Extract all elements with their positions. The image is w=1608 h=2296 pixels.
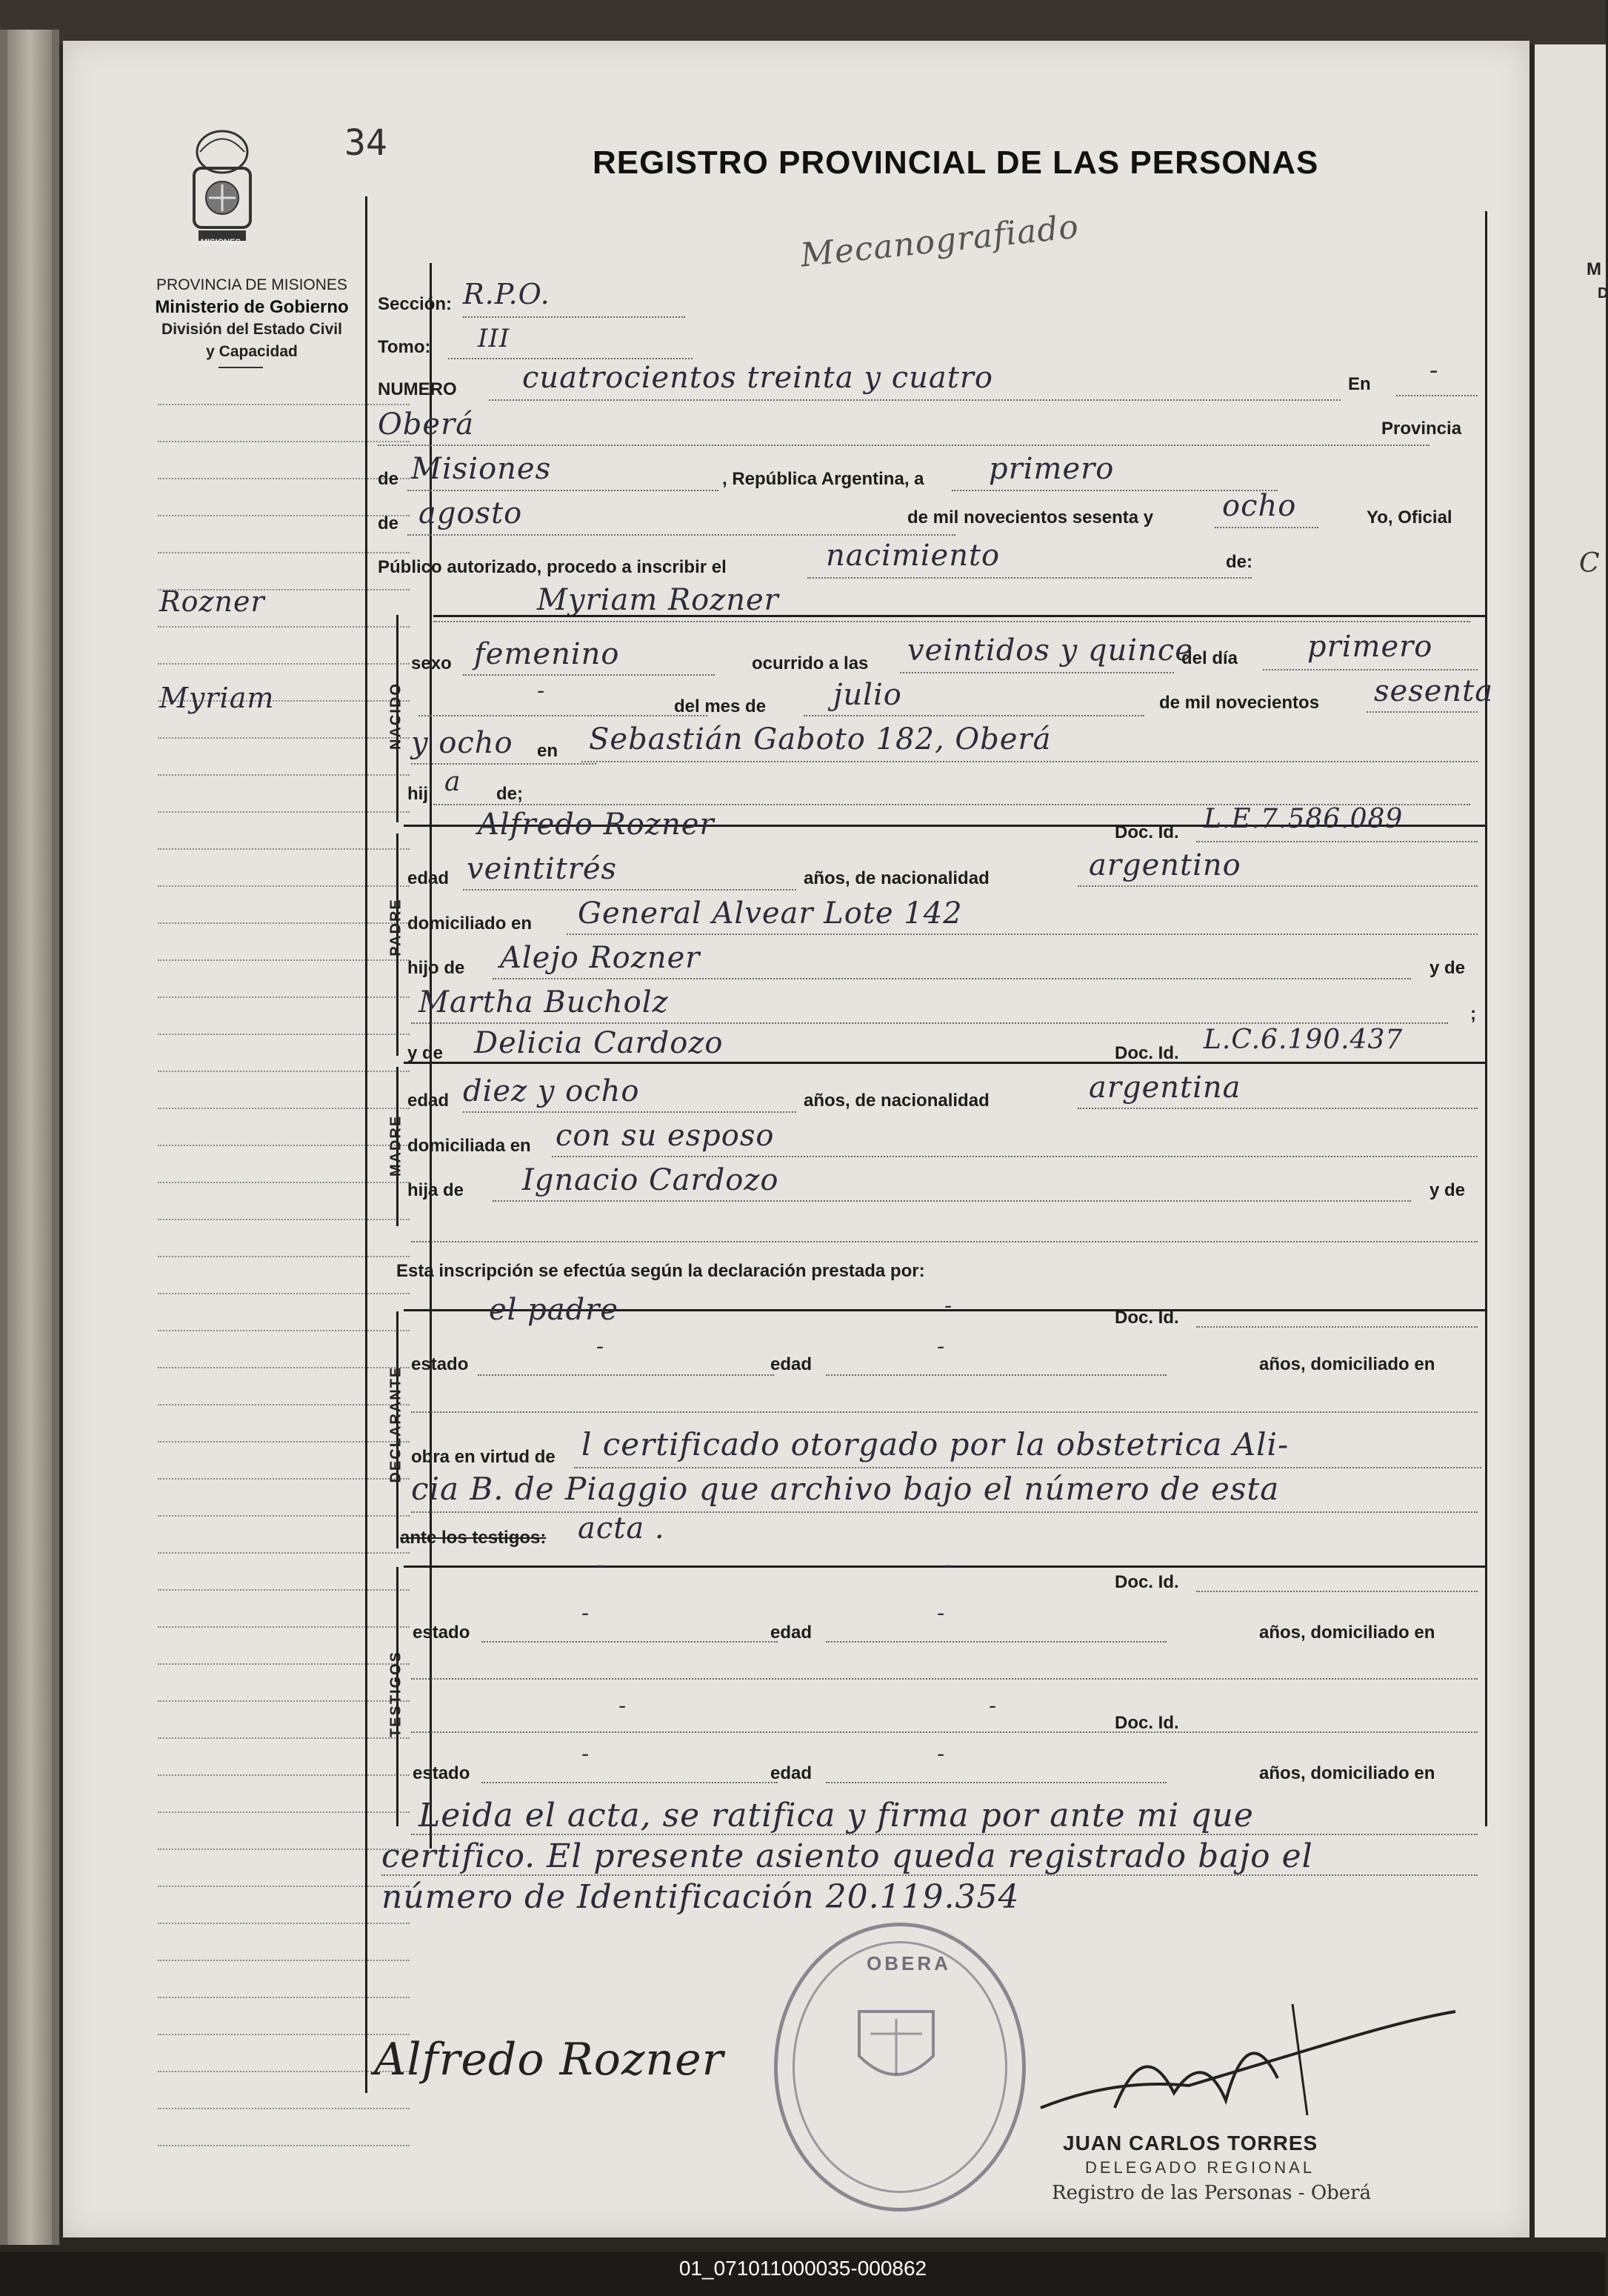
obra-line2: cia B. de Piaggio que archivo bajo el número de esta [411,1471,1280,1507]
dash-10: - [989,1693,998,1719]
padre-nac-label: años, de nacionalidad [804,868,990,888]
madre-hija-de-label: hija de [407,1180,464,1200]
oficial-cargo: DELEGADO REGIONAL [1085,2158,1315,2177]
frame-left-line [365,196,367,2093]
madre-hija-de-line [493,1200,1411,1202]
madre-hija-de-value: Ignacio Cardozo [522,1163,779,1197]
obra-line2-rule [411,1511,1478,1513]
padre-hijo-de-label: hijo de [407,958,465,978]
tomo-label: Tomo: [378,337,431,357]
side-nacido: NACIDO [387,682,404,750]
dash-9: - [618,1693,627,1719]
margin-given-name: Myriam [159,682,275,714]
province-label: PROVINCIA DE MISIONES [156,276,347,293]
madre-edad-label: edad [407,1091,450,1111]
padre-edad-value: veintitrés [467,852,618,886]
padre-y-de-label: y de [1429,958,1466,978]
tomo-line [448,358,693,359]
image-caption: 01_071011000035-000862 [678,2257,927,2280]
cierre-line2-rule [381,1874,1478,1876]
nombre-line [433,621,1470,622]
provincia-value: Misiones [411,452,552,486]
obra-line1-rule [574,1467,1481,1468]
lugar-line [581,761,1478,762]
madre-top-rule [404,1062,1485,1064]
madre-nac-label: años, de nacionalidad [804,1091,990,1111]
declarante-edad-label: edad [770,1354,813,1374]
dash-1: - [537,678,546,704]
de2-label: de [378,513,399,533]
de-label: de [378,469,399,489]
seal-shield-icon [848,2004,944,2097]
testigo-sep-line [411,1678,1478,1680]
en-value: - [1429,356,1439,385]
oficial-nombre: JUAN CARLOS TORRES [1063,2132,1318,2154]
padre-doc-line [1196,841,1478,842]
sexo-value: femenino [474,637,620,671]
madre-end-line [411,1241,1478,1242]
en2-label: en [537,741,558,761]
del-mes-label: del mes de [674,696,767,716]
cierre-line1: Leida el acta, se ratifica y firma por ante mi que [418,1797,1254,1834]
testigo2-estado-label: estado [413,1763,470,1783]
provincia-line [407,490,718,491]
mes-value: agosto [418,496,523,530]
dash-3: - [596,1334,605,1360]
madre-dom-label: domiciliada en [407,1136,531,1156]
ministry-label: Ministerio de Gobierno [155,297,349,317]
de-semi-label: de; [496,784,523,804]
side-padre: PADRE [387,898,404,956]
anio-line [1215,527,1318,528]
testigo2-estado-line [481,1782,778,1783]
side-declarante: DECLARANTE [387,1365,404,1483]
dash-11: - [581,1741,590,1767]
anio-nac2-line [411,763,596,765]
padre-nac-value: argentino [1089,848,1241,882]
sexo-label: sexo [411,653,452,673]
seccion-label: Sección: [378,294,453,314]
madre-y-de-label: y de [407,1043,444,1063]
obra-line1: l certificado otorgado por la obstetrica Ali- [581,1426,1290,1463]
cierre-line3: número de Identificación 20.119.354 [381,1878,1020,1916]
padre-doc-label: Doc. Id. [1115,822,1179,842]
hora-line [900,672,1174,673]
obra-line3: acta . [578,1511,665,1545]
testigo2-edad-line [826,1782,1167,1783]
anio-nac-line [1367,711,1478,713]
page-title: REGISTRO PROVINCIAL DE LAS PERSONAS [593,144,1319,181]
padre-value: Alfredo Rozner [478,808,715,842]
side-testigos: TESTIGOS [387,1650,404,1738]
declarante-value: el padre [489,1293,619,1327]
madre-nac-line [1078,1108,1478,1109]
padre-hijo-de-value: Alejo Rozner [500,941,701,975]
padre-edad-line [463,889,796,891]
numero-label: NUMERO [378,379,457,399]
declarante-estado-line [478,1374,774,1376]
del-dia-label: del día [1181,648,1238,668]
declarante-dom-label: años, domiciliado en [1259,1354,1435,1374]
semicolon: ; [1470,1004,1476,1024]
dia-nac-line [1263,669,1478,671]
division-label: División del Estado Civil [161,321,342,338]
publico-label: Público autorizado, procedo a inscribir el [378,557,727,577]
madre-value: Delicia Cardozo [474,1026,724,1060]
de-mil-label: de mil novecientos sesenta y [907,508,1154,528]
de-colon-label: de: [1226,552,1252,572]
typed-stamp: Mecanografiado [798,207,1081,275]
capacity-label: y Capacidad [206,343,298,360]
mes-nac-line [804,715,1144,716]
testigo1-estado-label: estado [413,1623,470,1643]
padre-edad-label: edad [407,868,450,888]
mes-nac-value: julio [833,678,902,712]
seccion-value: R.P.O. [463,278,550,310]
testigo2-doc-label: Doc. Id. [1115,1713,1179,1733]
testigo1-doc-label: Doc. Id. [1115,1572,1179,1592]
en-line [1396,395,1478,396]
testigo1-edad-line [826,1641,1167,1643]
numero-value: cuatrocientos treinta y cuatro [522,361,993,395]
dia-value: primero [989,452,1115,486]
provincia-label: Provincia [1381,419,1462,439]
yo-oficial-label: Yo, Oficial [1367,508,1452,528]
en-label: En [1348,374,1371,394]
oficial-signature-icon [1026,1989,1470,2141]
testigo2-edad-label: edad [770,1763,813,1783]
declarante-doc-line [1196,1326,1478,1328]
cierre-line2: certifico. El presente asiento queda registrado bajo el [381,1837,1313,1875]
seal-text: OBERA [867,1952,951,1974]
madre-nac-value: argentina [1089,1071,1241,1105]
nombre-value: Myriam Rozner [537,583,779,617]
inscripcion-label: Esta inscripción se efectúa según la declaración prestada por: [396,1261,925,1281]
testigo1-dom-label: años, domiciliado en [1259,1623,1435,1643]
madre-y-de-label-2: y de [1429,1180,1466,1200]
republica-label: , República Argentina, a [722,469,924,489]
testigo1-edad-label: edad [770,1623,813,1643]
madre-edad-line [463,1111,796,1113]
dash-12: - [937,1741,946,1767]
hij-label: hij [407,784,428,804]
padre-madre-value: Martha Bucholz [418,985,669,1019]
ocurrido-label: ocurrido a las [752,653,869,673]
madre-dom-value: con su esposo [556,1119,775,1153]
pre-mes-line [418,715,707,716]
de-mil-nov-label: de mil novecientos [1159,693,1320,713]
padre-madre-line [411,1022,1448,1024]
sexo-line [463,674,715,676]
padre-dom-line [567,934,1478,935]
cierre-line1-rule [411,1834,1478,1835]
testigo2-doc-line [411,1731,1478,1733]
header-underline [218,367,263,368]
page-number: 34 [344,122,387,164]
obra-label: obra en virtud de [411,1447,556,1467]
ante-testigos-label: ante los testigos: [400,1528,547,1548]
padre-nac-line [1078,885,1478,887]
declarante-doc-label: Doc. Id. [1115,1308,1179,1328]
nacido-top-rule [433,615,1485,617]
madre-dom-line [552,1156,1478,1157]
adjacent-page-edge: M D C [1535,44,1606,2237]
anio-value: ocho [1222,489,1297,523]
tomo-value: III [478,324,510,353]
madre-doc-label: Doc. Id. [1115,1043,1179,1063]
side-madre: MADRE [387,1114,404,1177]
margin-surname: Rozner [159,585,265,618]
numero-line [489,399,1341,401]
dash-4: - [937,1334,946,1360]
lugar-value: Sebastián Gaboto 182, Oberá [589,722,1052,756]
dash-7: - [581,1600,590,1626]
hij-suffix: a [444,767,461,797]
hora-value: veintidos y quince [907,633,1193,668]
dash-8: - [937,1600,946,1626]
madre-doc-value: L.C.6.190.437 [1204,1025,1404,1055]
padre-hijo-de-line [493,978,1411,979]
declarante-edad-line [826,1374,1167,1376]
declarante-estado-label: estado [411,1354,469,1374]
province-emblem-icon [178,130,267,252]
register-page [63,41,1529,2237]
testigo1-estado-line [481,1641,778,1643]
oficial-lugar: Registro de las Personas - Oberá [1052,2182,1372,2204]
madre-edad-value: diez y ocho [463,1074,640,1108]
seccion-line [463,316,685,318]
dash-2: - [944,1293,953,1319]
acto-line [807,577,1252,579]
binding-top [0,0,1606,44]
main-right-line [1485,211,1487,1826]
emblem-label: MISIONES [201,238,241,247]
anio-nac2-value: y ocho [411,726,513,760]
mes-line [407,534,955,536]
ciudad-value: Oberá [378,407,475,442]
padre-doc-value: L.E.7.586.089 [1204,804,1404,834]
padre-dom-label: domiciliado en [407,914,533,934]
declarante-blank-line [411,1411,1478,1413]
anio-nac-value: sesenta [1374,674,1494,708]
testigo1-doc-line [1196,1591,1478,1592]
ciudad-line [378,445,1429,446]
book-spine-strip [7,30,52,2245]
dash-6: - [944,1552,953,1578]
dash-5: - [596,1552,605,1578]
padre-dom-value: General Alvear Lote 142 [578,896,963,931]
testigo2-dom-label: años, domiciliado en [1259,1763,1435,1783]
padre-signature: Alfredo Rozner [374,2034,724,2086]
acto-value: nacimiento [826,539,1001,573]
dia-nac-value: primero [1307,630,1433,664]
